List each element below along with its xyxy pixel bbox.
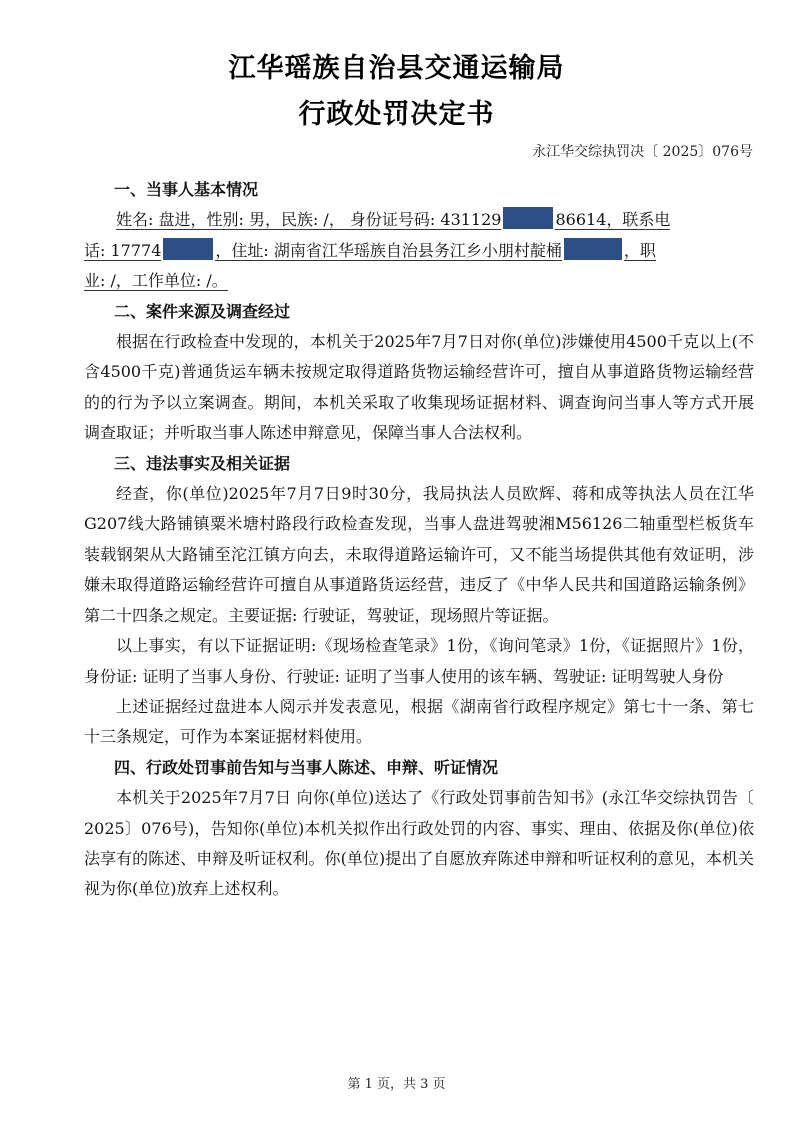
agency-title: 江华瑶族自治县交通运输局 [228, 53, 565, 84]
party-line1a: 姓名: 盘进，性别: 男，民族: /， 身份证号码: 431129 [116, 210, 502, 230]
section3-heading: 三、违法事实及相关证据 [114, 453, 291, 473]
notice-paragraph: 本机关于2025年7月7日 向你(单位)送达了《行政处罚事前告知书》(永江华交综执罚告〔 2025〕076号)，告知你(单位)本机关拟作出行政处罚的内容、事实、理由、依据及你(单位)依法享有的陈述、申辩及听证权利。你(单位)提出了自愿放弃陈述申辩和听证权利的意见，本机关视为你(单位)放弃上述权利。 [84, 788, 754, 899]
party-line2c: ，职 [623, 240, 656, 260]
redaction-block [163, 238, 213, 260]
document-number: 永江华交综执罚决〔 2025〕076号 [532, 144, 753, 160]
section2-heading: 二、案件来源及调查经过 [114, 301, 291, 321]
section4-heading: 四、行政处罚事前告知与当事人陈述、申辩、听证情况 [114, 757, 499, 777]
party-line2b: ，住址: 湖南省江华瑶族自治县务江乡小朋村靛桶 [215, 240, 562, 260]
page-number: 第 1 页，共 3 页 [347, 1077, 446, 1092]
document-body [84, 175, 754, 905]
party-line1b: 86614，联系电 [555, 210, 671, 230]
case-source-paragraph: 根据在行政检查中发现的，本机关于2025年7月7日对你(单位)涉嫌使用4500千克以上(不含4500千克)普通货运车辆未按规定取得道路货物运输经营许可，擅自从事道路货物运输经营的的行为予以立案调查。期间，本机关采取了收集现场证据材料、调查询问当事人等方式开展调查取证；并听取当事人陈述申辩意见，保障当事人合法权利。 [84, 332, 754, 443]
section1-heading: 一、当事人基本情况 [114, 180, 259, 199]
party-info [84, 205, 754, 296]
party-line2a: 话: 17774 [84, 240, 162, 260]
evidence-review-paragraph: 上述证据经过盘进本人阅示并发表意见，根据《湖南省行政程序规定》第七十一条、第七十三条规定，可作为本案证据材料使用。 [84, 696, 754, 747]
redaction-block [564, 238, 622, 260]
document-type-title: 行政处罚决定书 [298, 99, 495, 130]
party-line3: 业: /，工作单位: /。 [84, 271, 228, 291]
evidence-paragraph: 以上事实，有以下证据证明:《现场检查笔录》1份，《询问笔录》1份，《证据照片》1份，身份证: 证明了当事人身份、行驶证: 证明了当事人使用的该车辆、驾驶证: 证明驾驶人身份 [84, 636, 754, 686]
facts-paragraph: 经查，你(单位)2025年7月7日9时30分，我局执法人员欧辉、蒋和成等执法人员在江华G207线大路铺镇粟米塘村路段行政检查发现，当事人盘进驾驶湘M56126二轴重型栏板货车装载钢架从大路铺至沱江镇方向去，未取得道路运输许可，又不能当场提供其他有效证明，涉嫌未取得道路运输经营许可擅自从事道路货运经营，违反了《中华人民共和国道路运输条例》第二十四条之规定。主要证据: 行驶证，驾驶证，现场照片等证据。 [84, 484, 754, 625]
redaction-block [503, 207, 553, 229]
